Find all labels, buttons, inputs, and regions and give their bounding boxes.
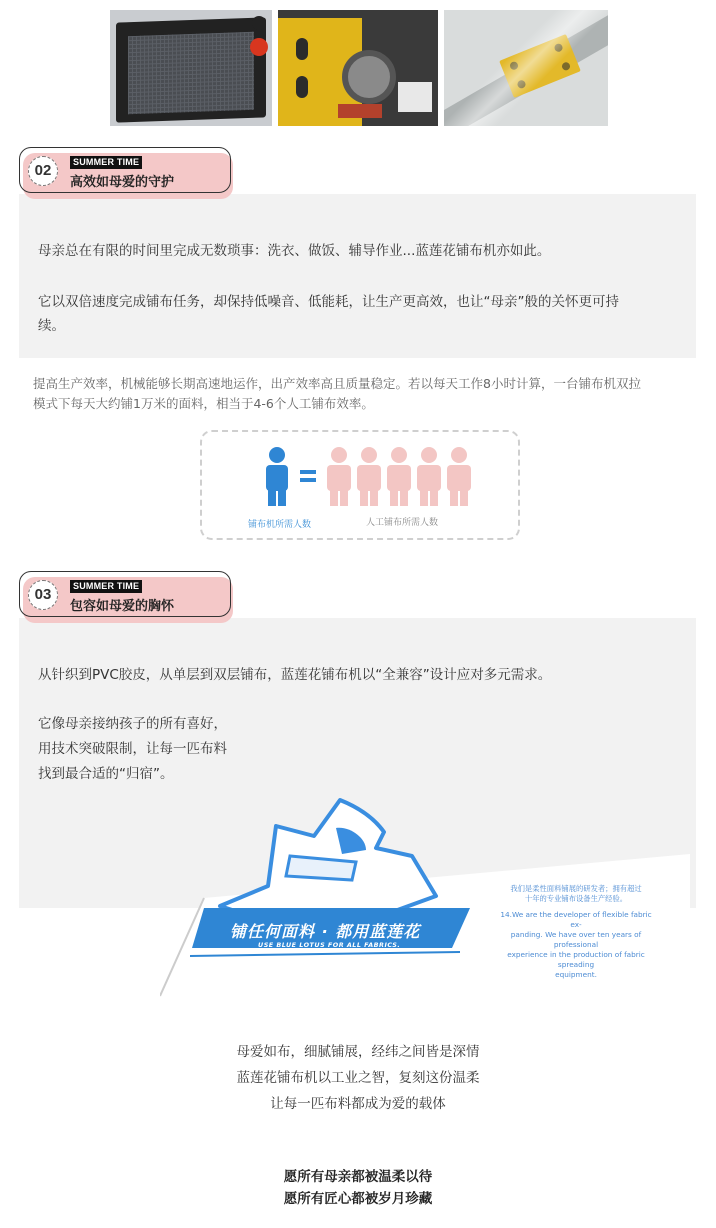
- closing-wish-2: 愿所有匠心都被岁月珍藏: [283, 1191, 433, 1207]
- control-panel-photo: [110, 10, 272, 126]
- section-02-paragraph-3: 续。: [38, 318, 65, 334]
- closing-line-3: 让每一匹布料都成为爱的载体: [270, 1096, 446, 1112]
- section-03-paragraph-2: 它像母亲接纳孩子的所有喜好，: [38, 716, 227, 732]
- motor-assembly-photo: [278, 10, 438, 126]
- section-tag: SUMMER TIME: [70, 580, 142, 593]
- section-02-body: [19, 194, 696, 358]
- efficiency-diagram: [200, 430, 520, 540]
- section-02-paragraph-1: 母亲总在有限的时间里完成无数琐事：洗衣、做饭、辅导作业...蓝莲花铺布机亦如此。: [38, 243, 551, 259]
- company-intro: [494, 884, 658, 980]
- product-photo-strip: [110, 10, 608, 128]
- section-03-paragraph-4: 找到最合适的“归宿”。: [38, 766, 174, 782]
- section-tag: SUMMER TIME: [70, 156, 142, 169]
- machine-operator-icon: [266, 447, 288, 506]
- equals-sign: [300, 470, 316, 482]
- efficiency-note-line-2: 模式下每天大约铺1万米的面料，相当于4-6个人工铺布效率。: [33, 396, 374, 411]
- manual-caption: 人工铺布所需人数: [366, 518, 439, 528]
- section-02-header: [19, 147, 233, 201]
- company-intro-cn-1: 我们是柔性面料铺展的研发者；拥有超过: [510, 884, 642, 893]
- manual-workers-icons: [327, 447, 471, 506]
- section-03-paragraph-3: 用技术突破限制，让每一匹布料: [38, 741, 227, 757]
- section-02-paragraph-2: 它以双倍速度完成铺布任务，却保持低噪音、低能耗，让生产更高效，也让“母亲”般的关怀更可持: [38, 294, 619, 310]
- brand-slogan-english: USE BLUE LOTUS FOR ALL FABRICS.: [258, 941, 401, 949]
- closing-wish-1: 愿所有母亲都被温柔以待: [283, 1169, 433, 1185]
- efficiency-note-line-1: 提高生产效率，机械能够长期高速地运作，出产效率高且质量稳定。若以每天工作8小时计算，一台铺布机双拉: [33, 376, 641, 391]
- machine-caption: 铺布机所需人数: [248, 520, 312, 530]
- section-number: 03: [28, 580, 58, 610]
- company-intro-cn-2: 十年的专业铺布设备生产经验。: [524, 894, 628, 903]
- brand-slogan: 铺任何面料 · 都用蓝莲花: [230, 922, 421, 941]
- section-03-paragraph-1: 从针织到PVC胶皮，从单层到双层铺布，蓝莲花铺布机以“全兼容”设计应对多元需求。: [38, 667, 552, 683]
- closing-line-2: 蓝莲花铺布机以工业之智，复刻这份温柔: [236, 1070, 480, 1086]
- brand-banner: [160, 796, 690, 1000]
- section-title: 高效如母爱的守护: [70, 175, 175, 190]
- rail-bracket-photo: [444, 10, 608, 126]
- company-intro-en-4: equipment.: [555, 970, 597, 979]
- company-intro-en-2: panding. We have over ten years of professional: [510, 930, 642, 949]
- closing-line-1: 母爱如布，细腻铺展，经纬之间皆是深情: [236, 1044, 480, 1060]
- section-03-header: [19, 571, 233, 625]
- section-number: 02: [28, 156, 58, 186]
- section-title: 包容如母爱的胸怀: [70, 599, 175, 614]
- company-intro-en-1: 14.We are the developer of flexible fabric ex-: [500, 910, 652, 929]
- company-intro-en-3: experience in the production of fabric spreading: [507, 950, 645, 969]
